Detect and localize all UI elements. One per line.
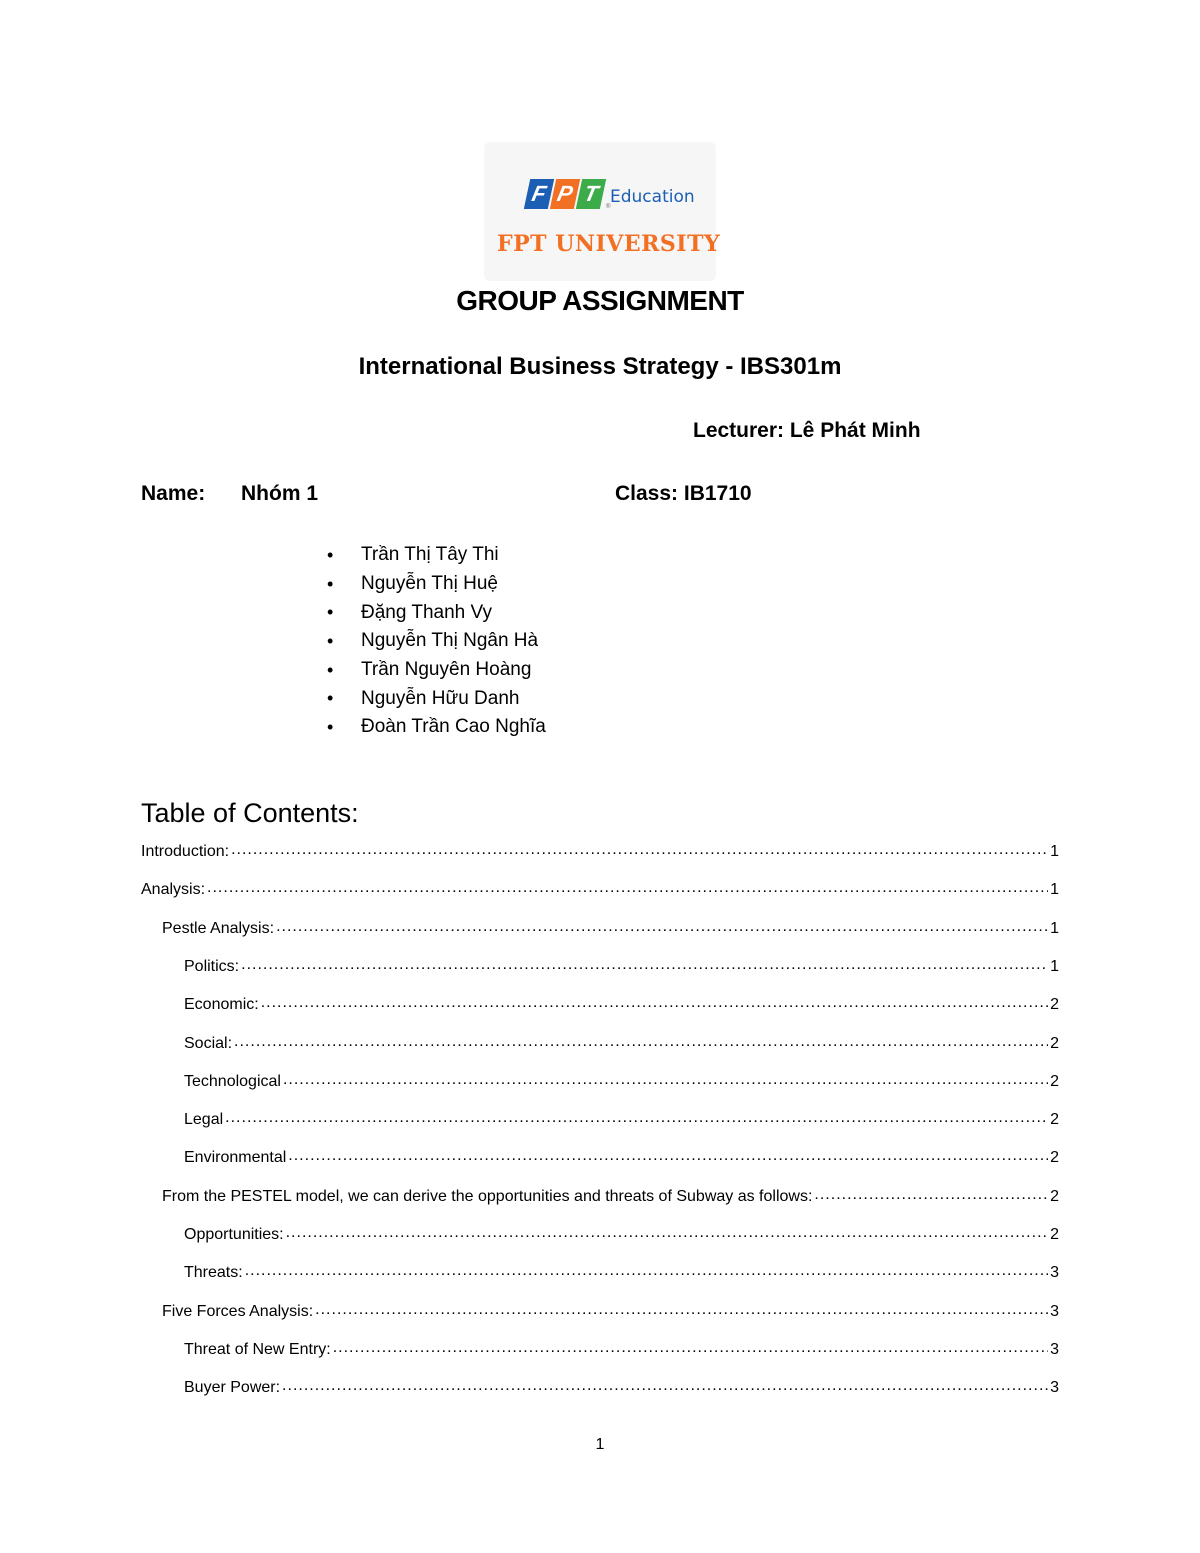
toc-entry[interactable] (141, 1375, 1059, 1397)
toc-entry-page: 3 (1050, 1264, 1059, 1282)
bullet-icon: • (327, 573, 334, 594)
toc-leader-dots (283, 1071, 1048, 1091)
page-number: 1 (595, 1436, 605, 1453)
toc-entry-page: 2 (1050, 1187, 1059, 1205)
toc-entry[interactable] (141, 1260, 1059, 1282)
toc-leader-dots (288, 1147, 1048, 1167)
toc-entry-page: 1 (1050, 957, 1059, 975)
toc-leader-dots (282, 1377, 1048, 1397)
toc-leader-dots (315, 1301, 1048, 1321)
toc-entry[interactable] (141, 1184, 1059, 1206)
member-item (327, 656, 546, 685)
toc-entry[interactable] (141, 954, 1059, 976)
toc-entry[interactable] (141, 839, 1059, 861)
registered-mark-icon: ® (606, 204, 611, 210)
toc-leader-dots (231, 841, 1048, 861)
toc-entry[interactable] (141, 1145, 1059, 1167)
toc-leader-dots (276, 918, 1048, 938)
lecturer: Lecturer: Lê Phát Minh (693, 419, 921, 442)
toc-entry-page: 2 (1050, 996, 1059, 1014)
toc-entry-page: 3 (1050, 1340, 1059, 1358)
toc-leader-dots (261, 994, 1048, 1014)
member-name: Đoàn Trần Cao Nghĩa (361, 716, 546, 738)
toc-entry-page: 1 (1050, 843, 1059, 860)
bullet-icon: • (327, 544, 334, 565)
toc-entry[interactable] (141, 1031, 1059, 1053)
toc-entry[interactable] (141, 1107, 1059, 1129)
bullet-icon: • (327, 688, 334, 709)
fpt-letters (527, 179, 603, 209)
toc-leader-dots (207, 879, 1048, 899)
toc-entry-label: From the PESTEL model, we can derive the opportunities and threats of Subway as follows: (162, 1187, 813, 1205)
toc-entry-page: 3 (1050, 1302, 1059, 1320)
member-name: Nguyễn Hữu Danh (361, 687, 520, 709)
toc-entry[interactable] (141, 992, 1059, 1014)
member-item (327, 627, 546, 656)
member-name: Đặng Thanh Vy (361, 601, 492, 623)
toc-entry[interactable] (141, 1069, 1059, 1091)
logo-university-text: FPT UNIVERSITY (497, 231, 721, 257)
toc-leader-dots (234, 1033, 1048, 1053)
toc-leader-dots (245, 1262, 1048, 1282)
toc-entry-label: Buyer Power: (184, 1379, 281, 1397)
member-item (327, 570, 546, 599)
toc-entry-label: Analysis: (141, 881, 206, 899)
toc-entry-page: 1 (1050, 881, 1059, 899)
toc-entry-label: Politics: (184, 957, 240, 975)
fpt-letter-p: P (550, 179, 580, 209)
fpt-letter-t: T (576, 179, 606, 209)
toc-entry-label: Opportunities: (184, 1226, 284, 1243)
toc-entry-label: Threat of New Entry: (184, 1340, 331, 1358)
bullet-icon: • (327, 716, 334, 737)
member-item (327, 684, 546, 713)
logo-education-text: Education (610, 187, 695, 207)
toc-heading: Table of Contents: (141, 798, 359, 828)
member-name: Trần Nguyên Hoàng (361, 659, 532, 681)
document-subtitle: International Business Strategy - IBS301m (358, 353, 842, 380)
toc-entry-label: Social: (184, 1034, 233, 1052)
name-value: Nhóm 1 (241, 482, 319, 505)
fpt-letter-f: F (524, 179, 554, 209)
toc-leader-dots (333, 1339, 1048, 1359)
toc-entry-page: 2 (1050, 1226, 1059, 1243)
toc-entry-label: Economic: (184, 996, 259, 1014)
class-info: Class: IB1710 (615, 482, 752, 505)
name-label: Name: (141, 482, 206, 505)
fpt-logo (484, 142, 721, 281)
toc-entry-page: 2 (1050, 1034, 1059, 1052)
toc-entry[interactable] (141, 1222, 1059, 1244)
toc-entry-label: Environmental (184, 1149, 287, 1167)
bullet-icon: • (327, 602, 334, 623)
toc-leader-dots (814, 1186, 1048, 1206)
toc-entry-page: 1 (1050, 919, 1059, 937)
toc-entry[interactable] (141, 877, 1059, 899)
toc-entry[interactable] (141, 916, 1059, 938)
toc-entry-label: Introduction: (141, 843, 230, 860)
toc-entry-page: 2 (1050, 1111, 1059, 1129)
toc-leader-dots (286, 1224, 1048, 1244)
toc-entry[interactable] (141, 1337, 1059, 1359)
member-item (327, 713, 546, 742)
toc-entry-label: Legal (184, 1111, 224, 1129)
member-list (327, 541, 546, 742)
member-name: Nguyễn Thị Huệ (361, 573, 498, 595)
toc-leader-dots (241, 956, 1048, 976)
bullet-icon: • (327, 659, 334, 680)
document-title: GROUP ASSIGNMENT (456, 285, 744, 316)
toc-entry-page: 3 (1050, 1379, 1059, 1397)
member-name: Trần Thị Tây Thi (361, 544, 499, 566)
member-name: Nguyễn Thị Ngân Hà (361, 630, 539, 652)
bullet-icon: • (327, 630, 334, 651)
toc-entry-label: Pestle Analysis: (162, 919, 275, 937)
toc-leader-dots (225, 1109, 1048, 1129)
member-item (327, 541, 546, 570)
toc-entry-page: 2 (1050, 1149, 1059, 1167)
member-item (327, 598, 546, 627)
toc-entry-label: Five Forces Analysis: (162, 1302, 314, 1320)
toc-entry-label: Threats: (184, 1264, 243, 1282)
toc-entry[interactable] (141, 1299, 1059, 1321)
toc-entry-label: Technological (184, 1072, 281, 1090)
toc-entry-page: 2 (1050, 1072, 1059, 1090)
